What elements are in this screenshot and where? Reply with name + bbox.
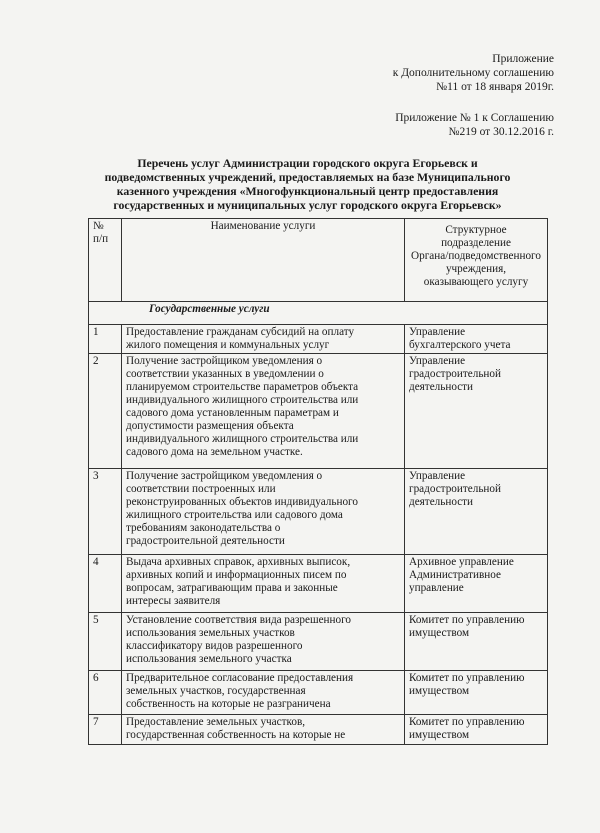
row-dept-line: имуществом — [409, 627, 470, 639]
row-num: 3 — [89, 469, 122, 555]
row-dept-line: Управление — [409, 326, 466, 338]
row-name-line: требованиям законодательства о — [126, 522, 281, 534]
annex-line: к Дополнительному соглашению — [392, 67, 554, 79]
row-dept-line: градостроительной — [409, 368, 501, 380]
section-label: Государственные услуги — [89, 302, 548, 325]
row-name-line: допустимости размещения объекта — [126, 420, 294, 432]
table-row — [89, 671, 548, 715]
row-name-line: соответствии указанных в уведомлении о — [126, 368, 324, 380]
section-row — [89, 302, 548, 325]
row-dept — [405, 354, 548, 469]
row-num: 5 — [89, 613, 122, 671]
row-name — [122, 354, 405, 469]
row-name-line: использования земельного участка — [126, 653, 292, 665]
row-name-line: индивидуального жилищного строительства или — [126, 394, 359, 406]
header-dept-cell — [405, 219, 548, 302]
row-name — [122, 469, 405, 555]
document-title — [60, 156, 555, 212]
annex2-line: Приложение № 1 к Соглашению — [395, 112, 554, 124]
row-name — [122, 325, 405, 354]
table-row — [89, 325, 548, 354]
row-num: 4 — [89, 555, 122, 613]
row-name-line: соответствии построенных или — [126, 483, 276, 495]
header-name-cell — [122, 219, 405, 302]
row-name-line: Получение застройщиком уведомления о — [126, 470, 323, 482]
row-dept — [405, 555, 548, 613]
row-name-line: земельных участков, государственная — [126, 685, 306, 697]
row-name — [122, 555, 405, 613]
row-name-line: Предоставление гражданам субсидий на оплату — [126, 326, 355, 338]
row-num: 6 — [89, 671, 122, 715]
header-num: п/п — [93, 233, 109, 245]
row-dept — [405, 613, 548, 671]
header-dept: оказывающего услугу — [423, 276, 529, 288]
row-name-line: вопросам, затрагивающим права и законные — [126, 582, 338, 594]
row-name — [122, 671, 405, 715]
row-name-line: Предоставление земельных участков, — [126, 716, 306, 728]
row-dept-line: Управление — [409, 470, 466, 482]
header-dept: учреждения, — [445, 263, 507, 275]
row-dept-line: Административное — [409, 569, 501, 581]
title-line: подведомственных учреждений, предоставляемых на базе Муниципального — [104, 170, 511, 184]
header-num: № — [93, 220, 104, 232]
header-dept: Структурное — [445, 224, 507, 236]
row-dept — [405, 325, 548, 354]
title-line: государственных и муниципальных услуг городского округа Егорьевск» — [113, 198, 502, 212]
row-name-line: градостроительной деятельности — [126, 535, 285, 547]
row-dept-line: бухгалтерского учета — [409, 339, 511, 351]
row-dept-line: имуществом — [409, 685, 470, 697]
annex-line: Приложение — [492, 53, 554, 65]
row-dept-line: управление — [409, 582, 464, 594]
row-dept-line: деятельности — [409, 381, 474, 393]
row-name-line: садового дома установленным параметрам и — [126, 407, 339, 419]
row-name-line: планируемом строительстве параметров объекта — [126, 381, 359, 393]
row-name-line: реконструированных объектов индивидуального — [126, 496, 358, 508]
row-name-line: Предварительное согласование предоставления — [126, 672, 354, 684]
services-table — [88, 218, 548, 745]
row-dept — [405, 671, 548, 715]
row-dept-line: градостроительной — [409, 483, 501, 495]
row-name-line: жилого помещения и коммунальных услуг — [126, 339, 330, 351]
header-name: Наименование услуги — [210, 220, 316, 232]
table-header-row — [89, 219, 548, 302]
row-name-line: архивных копий и информационных писем по — [126, 569, 347, 581]
row-name — [122, 715, 405, 745]
table-row — [89, 613, 548, 671]
row-dept — [405, 715, 548, 745]
row-dept-line: Комитет по управлению — [409, 672, 525, 684]
row-name-line: классификатору видов разрешенного — [126, 640, 303, 652]
row-name-line: садового дома на земельном участке. — [126, 446, 303, 458]
annex2-line: №219 от 30.12.2016 г. — [448, 126, 554, 138]
table-row — [89, 354, 548, 469]
row-name-line: государственная собственность на которые не — [126, 729, 346, 741]
header-dept: Органа/подведомственного — [411, 250, 541, 262]
row-name-line: Выдача архивных справок, архивных выписок, — [126, 556, 351, 568]
table-row — [89, 715, 548, 745]
row-num: 1 — [89, 325, 122, 354]
table-row — [89, 469, 548, 555]
row-dept — [405, 469, 548, 555]
row-name-line: Установление соответствия вида разрешенного — [126, 614, 352, 626]
row-name-line: использования земельных участков — [126, 627, 295, 639]
title-line: казенного учреждения «Многофункциональный центр предоставления — [116, 184, 499, 198]
row-dept-line: Комитет по управлению — [409, 716, 525, 728]
row-dept-line: имуществом — [409, 729, 470, 741]
row-num: 2 — [89, 354, 122, 469]
title-line: Перечень услуг Администрации городского округа Егорьевск и — [137, 156, 478, 170]
table-row — [89, 555, 548, 613]
annex2-header — [395, 111, 554, 139]
row-name-line: интересы заявителя — [126, 595, 221, 607]
row-dept-line: Архивное управление — [409, 556, 514, 568]
row-dept-line: Комитет по управлению — [409, 614, 525, 626]
annex-line: №11 от 18 января 2019г. — [436, 81, 554, 93]
row-name-line: Получение застройщиком уведомления о — [126, 355, 323, 367]
row-dept-line: деятельности — [409, 496, 474, 508]
annex-header — [393, 52, 554, 94]
row-name-line: жилищного строительства или садового дома — [126, 509, 343, 521]
header-dept: подразделение — [441, 237, 511, 249]
row-name-line: индивидуального жилищного строительства или — [126, 433, 359, 445]
row-name-line: собственность на которые не разграничена — [126, 698, 331, 710]
row-num: 7 — [89, 715, 122, 745]
row-dept-line: Управление — [409, 355, 466, 367]
row-name — [122, 613, 405, 671]
header-num-cell — [89, 219, 122, 302]
